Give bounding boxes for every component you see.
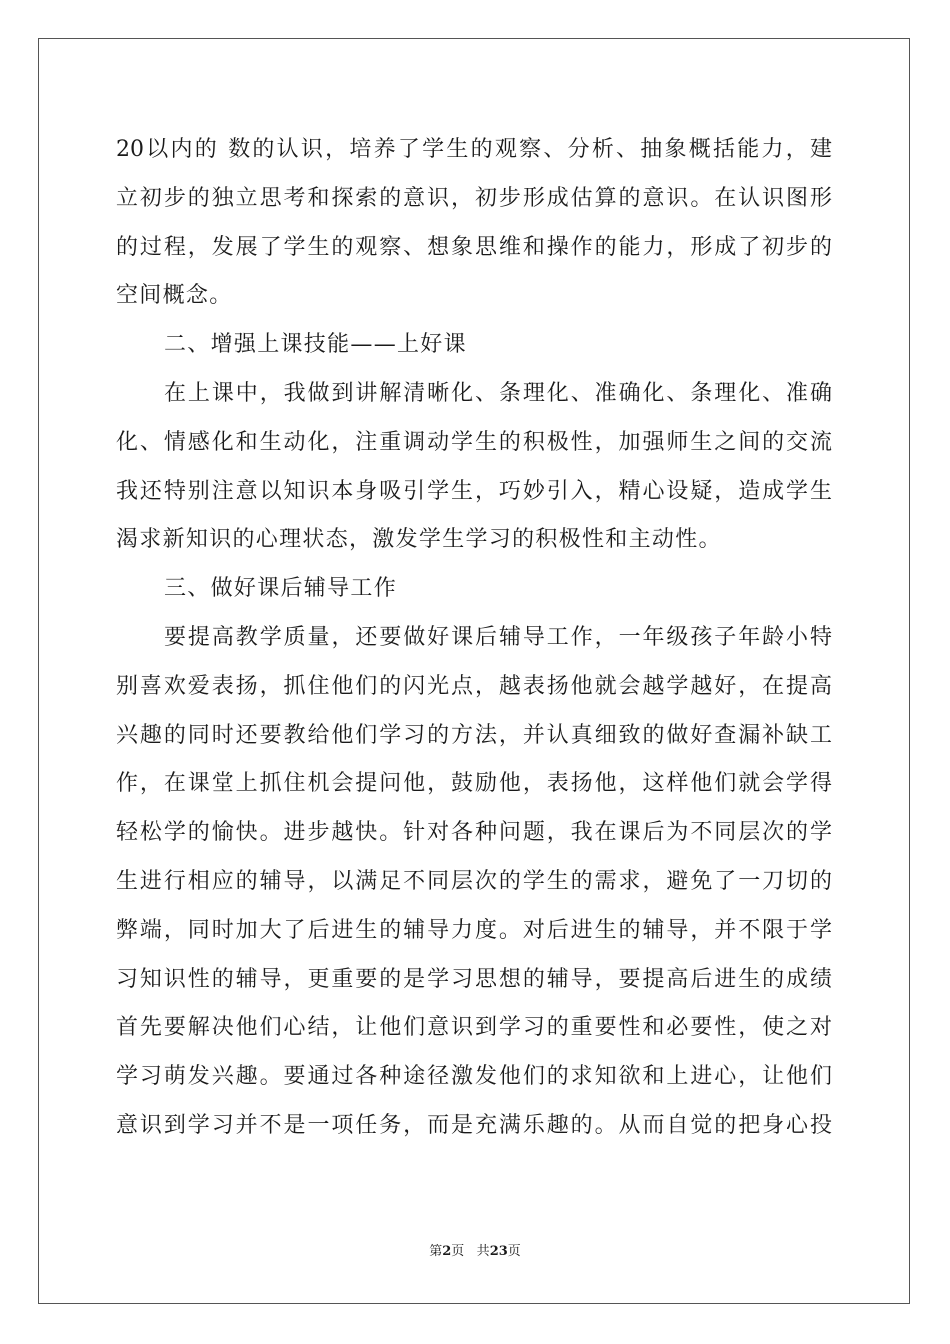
text-line: 兴趣的同时还要教给他们学习的方法，并认真细致的做好查漏补缺工 [116, 722, 832, 748]
text-line: 弊端，同时加大了后进生的辅导力度。对后进生的辅导，并不限于学 [116, 917, 832, 943]
total-page-count: 23 [489, 1244, 508, 1259]
text-line: 意识到学习并不是一项任务，而是充满乐趣的。从而自觉的把身心投 [116, 1112, 832, 1138]
text-line: 首先要解决他们心结，让他们意识到学习的重要性和必要性，使之对 [116, 1015, 832, 1041]
footer-page-unit: 页 [451, 1244, 465, 1259]
text-line: 渴求新知识的心理状态，激发学生学习的积极性和主动性。 [116, 527, 722, 553]
text-line: 的过程，发展了学生的观察、想象思维和操作的能力，形成了初步的 [116, 234, 832, 260]
text-line: 立初步的独立思考和探索的意识，初步形成估算的意识。在认识图形 [116, 185, 832, 211]
text-line: 要提高教学质量，还要做好课后辅导工作，一年级孩子年龄小特 [164, 624, 832, 650]
text-line: 生进行相应的辅导，以满足不同层次的学生的需求，避免了一刀切的 [116, 868, 832, 894]
text-line: 学习萌发兴趣。要通过各种途径激发他们的求知欲和上进心，让他们 [116, 1064, 832, 1090]
text-line: 习知识性的辅导，更重要的是学习思想的辅导，要提高后进生的成绩 [116, 966, 832, 992]
text-line: 化、情感化和生动化，注重调动学生的积极性，加强师生之间的交流 [116, 429, 832, 455]
footer-total-unit: 页 [507, 1244, 521, 1259]
footer-prefix: 第 [429, 1244, 443, 1259]
text-line: 我还特别注意以知识本身吸引学生，巧妙引入，精心设疑，造成学生 [116, 478, 832, 504]
text-line: 20以内的 数的认识，培养了学生的观察、分析、抽象概括能力，建 [116, 137, 832, 162]
text-line: 三、做好课后辅导工作 [164, 576, 398, 602]
text-line: 空间概念。 [116, 283, 233, 309]
text-line: 在上课中，我做到讲解清晰化、条理化、准确化、条理化、准确 [164, 380, 832, 406]
text-line: 作，在课堂上抓住机会提问他，鼓励他，表扬他，这样他们就会学得 [116, 771, 832, 797]
text-line: 别喜欢爱表扬，抓住他们的闪光点，越表扬他就会越学越好，在提高 [116, 673, 832, 699]
page-footer [0, 1240, 950, 1259]
text-line: 二、增强上课技能——上好课 [164, 332, 467, 358]
text-line: 轻松学的愉快。进步越快。针对各种问题，我在课后为不同层次的学 [116, 820, 832, 846]
footer-total-prefix: 共 [476, 1244, 490, 1259]
document-body [116, 126, 832, 1151]
current-page-number: 2 [442, 1244, 452, 1259]
